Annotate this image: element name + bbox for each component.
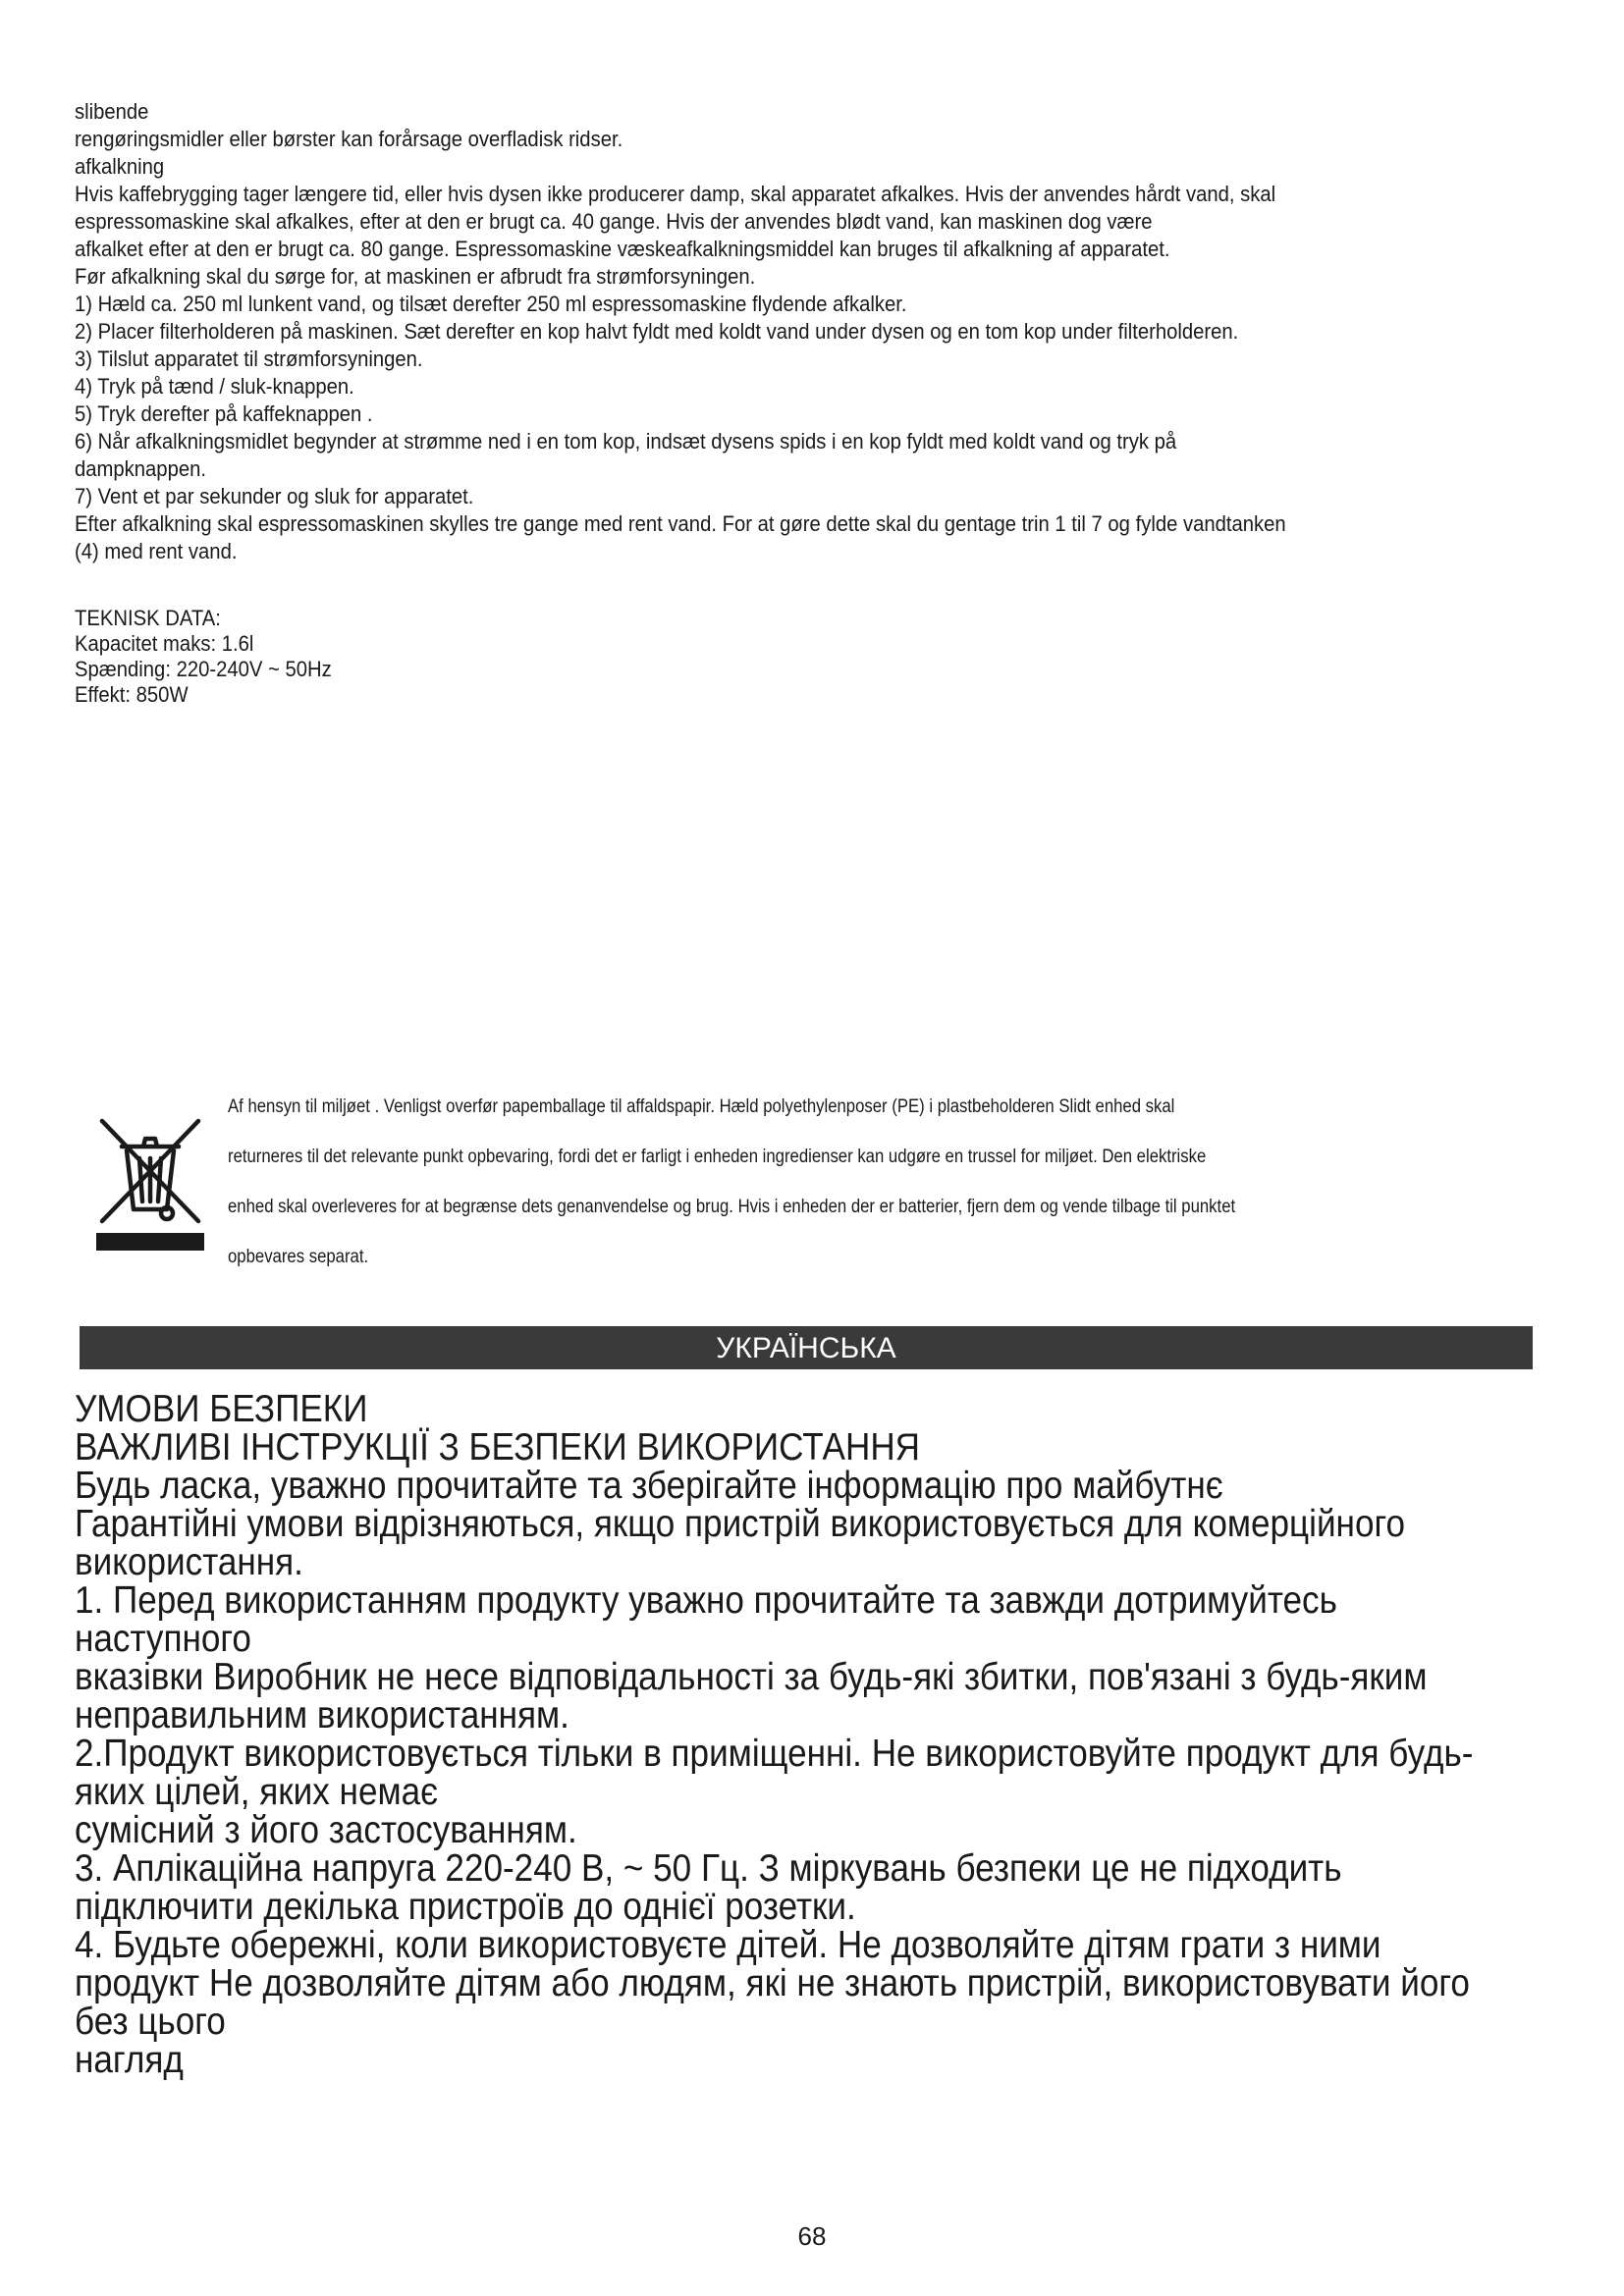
danish-descaling-section [75, 98, 1400, 565]
section-title: УМОВИ БЕЗПЕКИ [75, 1388, 368, 1430]
tech-spec: Effekt: 850W [75, 682, 189, 707]
text-line: (4) med rent vand. [75, 539, 238, 563]
step-item: dampknappen. [75, 456, 206, 481]
text-line: продукт Не дозволяйте дітям або людям, які не знають пристрій, використовувати його [75, 1962, 1470, 2004]
text-line: Hvis kaffebrygging tager længere tid, eller hvis dysen ikke producerer damp, skal apparatet afkalkes. Hvis der anvendes hårdt vand, skal [75, 182, 1276, 206]
environment-notice [228, 1088, 1610, 1288]
text-line: неправильним використанням. [75, 1694, 569, 1736]
notice-line: opbevares separat. [228, 1247, 369, 1267]
section-heading: afkalkning [75, 154, 165, 179]
text-line: без цього [75, 2001, 226, 2043]
section-subtitle: ВАЖЛИВІ ІНСТРУКЦІЇ З БЕЗПЕКИ ВИКОРИСТАННЯ [75, 1426, 921, 1468]
notice-line: enhed skal overleveres for at begrænse dets genanvendelse og brug. Hvis i enheden der er batterier, fjern dem og vende tilbage til punktet [228, 1197, 1236, 1217]
list-item: 1. Перед використанням продукту уважно прочитайте та завжди дотримуйтесь [75, 1579, 1337, 1622]
text-line: використання. [75, 1541, 303, 1583]
text-line: Гарантійні умови відрізняються, якщо пристрій використовується для комерційного [75, 1503, 1406, 1545]
step-item: 1) Hæld ca. 250 ml lunkent vand, og tilsæt derefter 250 ml espressomaskine flydende afkalker. [75, 292, 907, 316]
step-item: 4) Tryk på tænd / sluk-knappen. [75, 374, 354, 399]
text-line: наступного [75, 1618, 251, 1660]
language-section-header: УКРАЇНСЬКА [80, 1326, 1533, 1369]
crossed-out-bin-icon [96, 1111, 204, 1251]
text-line: вказівки Виробник не несе відповідальності за будь-які збитки, пов'язані з будь-яким [75, 1656, 1428, 1698]
text-line: нагляд [75, 2039, 184, 2081]
tech-heading: TEKNISK DATA: [75, 606, 221, 630]
text-line: Будь ласка, уважно прочитайте та зберігайте інформацію про майбутнє [75, 1465, 1223, 1507]
tech-spec: Kapacitet maks: 1.6l [75, 631, 254, 656]
technical-data-section [75, 606, 605, 708]
text-line: espressomaskine skal afkalkes, efter at den er brugt ca. 40 gange. Hvis der anvendes blødt vand, kan maskinen dog være [75, 209, 1153, 234]
text-line: сумісний з його застосуванням. [75, 1809, 577, 1851]
page-number: 68 [797, 2221, 827, 2251]
notice-line: returneres til det relevante punkt opbevaring, fordi det er farligt i enheden ingredienser kan udgøre en trussel for miljøet. Den elektriske [228, 1147, 1207, 1167]
list-item: 3. Аплікаційна напруга 220-240 В, ~ 50 Гц. З міркувань безпеки це не підходить [75, 1847, 1342, 1890]
text-line: rengøringsmidler eller børster kan forårsage overfladisk ridser. [75, 127, 623, 151]
list-item: 4. Будьте обережні, коли використовуєте дітей. Не дозволяйте дітям грати з ними [75, 1924, 1381, 1966]
step-item: 5) Tryk derefter på kaffeknappen . [75, 401, 373, 426]
step-item: 7) Vent et par sekunder og sluk for apparatet. [75, 484, 474, 508]
text-line: afkalket efter at den er brugt ca. 80 gange. Espressomaskine væskeafkalkningsmiddel kan bruges til afkalkning af apparatet. [75, 237, 1170, 261]
text-line: slibende [75, 99, 149, 124]
text-line: підключити декілька пристроїв до однієї розетки. [75, 1886, 856, 1928]
text-line: Før afkalkning skal du sørge for, at maskinen er afbrudt fra strømforsyningen. [75, 264, 756, 289]
text-line: яких цілей, яких немає [75, 1771, 439, 1813]
list-item: 2.Продукт використовується тільки в приміщенні. Не використовуйте продукт для будь- [75, 1733, 1474, 1775]
ukrainian-safety-section [75, 1390, 1506, 2079]
step-item: 2) Placer filterholderen på maskinen. Sæt derefter en kop halvt fyldt med koldt vand under dysen og en tom kop under filterholderen. [75, 319, 1239, 344]
step-item: 6) Når afkalkningsmidlet begynder at strømme ned i en tom kop, indsæt dysens spids i en kop fyldt med koldt vand og tryk på [75, 429, 1177, 454]
text-line: Efter afkalkning skal espressomaskinen skylles tre gange med rent vand. For at gøre dette skal du gentage trin 1 til 7 og fylde vandtanken [75, 511, 1286, 536]
step-item: 3) Tilslut apparatet til strømforsyningen. [75, 347, 423, 371]
notice-line: Af hensyn til miljøet . Venligst overfør papemballage til affaldspapir. Hæld polyethylenposer (PE) i plastbeholderen Slidt enhed skal [228, 1096, 1175, 1117]
tech-spec: Spænding: 220-240V ~ 50Hz [75, 657, 332, 681]
